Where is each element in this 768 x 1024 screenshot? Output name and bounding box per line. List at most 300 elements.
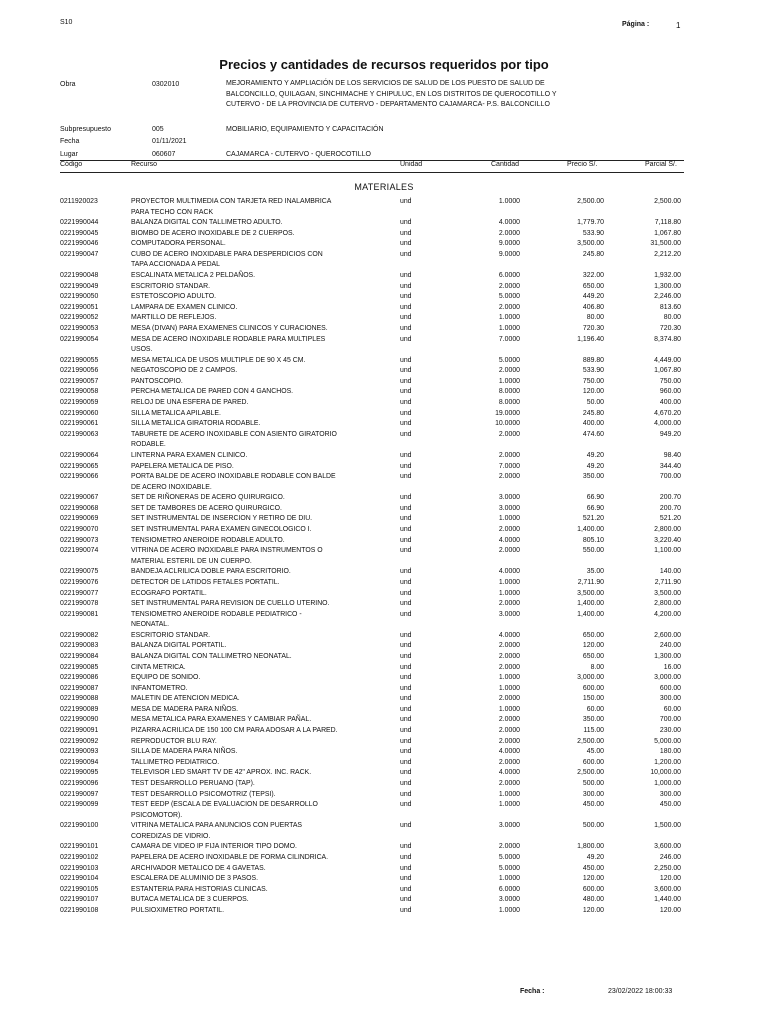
row-unit: und <box>400 737 412 745</box>
row-resource: PROYECTOR MULTIMEDIA CON TARJETA RED INALAMBRICA <box>131 198 332 205</box>
fecha-label: Fecha <box>60 138 80 145</box>
row-price: 650.00 <box>582 631 604 639</box>
row-resource: MALETIN DE ATENCION MEDICA. <box>131 695 240 703</box>
row-code: 0221990057 <box>60 377 99 385</box>
row-unit: und <box>400 779 412 787</box>
row-resource: BALANZA DIGITAL PORTATIL. <box>131 642 227 650</box>
table-row <box>0 853 768 863</box>
row-price: 3,000.00 <box>577 674 604 682</box>
row-quantity: 19.0000 <box>495 409 520 417</box>
row-price: 600.00 <box>582 758 604 766</box>
row-partial: 450.00 <box>659 801 681 809</box>
row-partial: 3,500.00 <box>654 589 681 597</box>
table-row <box>0 790 768 800</box>
row-price: 805.10 <box>582 536 604 544</box>
row-quantity: 3.0000 <box>498 504 520 512</box>
row-partial: 344.40 <box>659 462 681 470</box>
row-price: 450.00 <box>582 801 604 809</box>
row-quantity: 3.0000 <box>498 494 520 502</box>
table-row <box>0 451 768 461</box>
row-partial: 98.40 <box>663 451 681 459</box>
row-unit: und <box>400 515 412 523</box>
table-row <box>0 504 768 514</box>
row-code: 0221990088 <box>60 695 99 703</box>
row-partial: 521.20 <box>659 515 681 523</box>
row-code: 0221990051 <box>60 303 99 311</box>
table-row <box>0 663 768 673</box>
row-partial: 200.70 <box>659 494 681 502</box>
row-quantity: 5.0000 <box>498 854 520 861</box>
row-quantity: 1.0000 <box>498 674 520 682</box>
row-quantity: 4.0000 <box>498 219 520 227</box>
table-row <box>0 525 768 535</box>
row-price: 406.80 <box>582 303 604 311</box>
table-row <box>0 387 768 397</box>
row-partial: 120.00 <box>659 906 681 914</box>
row-partial: 1,300.00 <box>654 652 681 660</box>
row-unit: und <box>400 219 412 227</box>
row-quantity: 3.0000 <box>498 822 520 830</box>
row-partial: 1,932.00 <box>654 272 681 280</box>
row-unit: und <box>400 610 412 618</box>
row-unit: und <box>400 705 412 713</box>
row-partial: 4,670.20 <box>654 409 681 417</box>
row-code: 0221990102 <box>60 854 99 861</box>
row-resource: CAMARA DE VIDEO IP FIJA INTERIOR TIPO DOMO. <box>131 843 297 851</box>
table-row <box>0 758 768 768</box>
row-resource: TELEVISOR LED SMART TV DE 42" APROX. INC. RACK. <box>131 769 312 777</box>
row-unit: und <box>400 568 412 576</box>
row-code: 0221990101 <box>60 843 99 851</box>
row-code: 0221990083 <box>60 642 99 650</box>
row-quantity: 2.0000 <box>498 695 520 703</box>
row-price: 3,500.00 <box>577 240 604 248</box>
row-resource: SET INSTRUMENTAL PARA REVISION DE CUELLO UTERINO. <box>131 600 330 607</box>
row-code: 0221990073 <box>60 536 99 544</box>
row-code: 0221990055 <box>60 356 99 364</box>
row-price: 474.60 <box>582 430 604 438</box>
row-price: 889.80 <box>582 356 604 364</box>
row-partial: 60.00 <box>663 705 681 713</box>
row-code: 0221990089 <box>60 705 99 713</box>
row-resource: LINTERNA PARA EXAMEN CLINICO. <box>131 451 248 459</box>
row-code: 0221990096 <box>60 779 99 787</box>
row-resource-continued: MATERIAL ESTERIL DE UN CUERPO. <box>131 557 252 565</box>
row-resource: INFANTOMETRO. <box>131 684 188 692</box>
row-partial: 4,449.00 <box>654 356 681 364</box>
row-quantity: 2.0000 <box>498 473 520 481</box>
row-unit: und <box>400 198 412 205</box>
row-partial: 750.00 <box>659 377 681 385</box>
row-resource: SILLA DE MADERA PARA NIÑOS. <box>131 748 238 756</box>
row-unit: und <box>400 547 412 555</box>
row-resource: VITRINA METALICA PARA ANUNCIOS CON PUERTAS <box>131 822 303 830</box>
row-price: 650.00 <box>582 652 604 660</box>
row-partial: 2,711.90 <box>654 578 681 586</box>
row-price: 500.00 <box>582 822 604 830</box>
row-resource: CUBO DE ACERO INOXIDABLE PARA DESPERDICIOS CON <box>131 250 323 258</box>
row-resource: BALANZA DIGITAL CON TALLIMETRO ADULTO. <box>131 219 283 227</box>
row-partial: 300.00 <box>659 790 681 798</box>
row-code: 0221990097 <box>60 790 99 798</box>
table-row <box>0 768 768 778</box>
row-code: 0221990091 <box>60 727 99 734</box>
row-resource: TEST DESARROLLO PERUANO (TAP). <box>131 779 255 787</box>
lugar-label: Lugar <box>60 151 78 158</box>
row-quantity: 2.0000 <box>498 779 520 787</box>
table-row <box>0 895 768 905</box>
row-resource: VITRINA DE ACERO INOXIDABLE PARA INSTRUMENTOS O <box>131 547 323 555</box>
row-partial: 246.00 <box>659 854 681 861</box>
table-row <box>0 673 768 683</box>
row-price: 8.00 <box>590 663 604 671</box>
table-row <box>0 567 768 577</box>
row-code: 0221990045 <box>60 229 99 237</box>
row-price: 1,400.00 <box>577 600 604 607</box>
row-partial: 4,000.00 <box>654 420 681 428</box>
row-partial: 3,000.00 <box>654 674 681 682</box>
column-price: Precio S/. <box>567 161 598 168</box>
row-quantity: 2.0000 <box>498 843 520 851</box>
table-row <box>0 229 768 239</box>
row-quantity: 2.0000 <box>498 526 520 533</box>
row-unit: und <box>400 790 412 798</box>
table-row <box>0 578 768 588</box>
row-code: 0221990054 <box>60 335 99 343</box>
row-partial: 3,600.00 <box>654 885 681 893</box>
row-partial: 180.00 <box>659 748 681 756</box>
row-code: 0221990108 <box>60 906 99 914</box>
table-row <box>0 292 768 302</box>
row-unit: und <box>400 314 412 322</box>
section-title: MATERIALES <box>354 182 414 192</box>
row-resource: ESTANTERIA PARA HISTORIAS CLINICAS. <box>131 885 268 893</box>
row-quantity: 2.0000 <box>498 282 520 290</box>
row-resource: MESA METALICA PARA EXAMENES Y CAMBIAR PAÑAL. <box>131 716 312 724</box>
table-row <box>0 779 768 789</box>
table-row <box>0 356 768 366</box>
table-row <box>0 631 768 641</box>
row-price: 300.00 <box>582 790 604 798</box>
row-resource: SILLA METALICA APILABLE. <box>131 409 221 417</box>
row-unit: und <box>400 642 412 650</box>
row-resource: BIOMBO DE ACERO INOXIDABLE DE 2 CUERPOS. <box>131 229 295 237</box>
row-quantity: 2.0000 <box>498 451 520 459</box>
row-code: 0221990065 <box>60 462 99 470</box>
row-quantity: 2.0000 <box>498 600 520 607</box>
table-row <box>0 641 768 651</box>
row-code: 0221990107 <box>60 896 99 904</box>
row-resource: BANDEJA ACLRILICA DOBLE PARA ESCRITORIO. <box>131 568 291 576</box>
row-unit: und <box>400 451 412 459</box>
lugar-code: 060607 <box>152 151 176 158</box>
lugar-description: CAJAMARCA - CUTERVO - QUEROCOTILLO <box>226 151 371 158</box>
row-code: 0221990075 <box>60 568 99 576</box>
report-code: S10 <box>60 19 73 26</box>
row-code: 0221990059 <box>60 399 99 406</box>
table-row <box>0 239 768 249</box>
row-unit: und <box>400 420 412 428</box>
row-resource-continued: NEONATAL. <box>131 621 170 629</box>
column-unit: Unidad <box>400 161 423 168</box>
row-price: 120.00 <box>582 642 604 650</box>
row-partial: 1,067.80 <box>654 367 681 375</box>
row-price: 66.90 <box>586 494 604 502</box>
table-row <box>0 821 768 840</box>
row-resource: COMPUTADORA PERSONAL. <box>131 240 226 248</box>
row-unit: und <box>400 663 412 671</box>
row-price: 350.00 <box>582 716 604 724</box>
row-price: 80.00 <box>586 314 604 322</box>
row-partial: 31,500.00 <box>650 240 681 248</box>
row-quantity: 4.0000 <box>498 536 520 544</box>
row-unit: und <box>400 293 412 301</box>
subpresupuesto-label: Subpresupuesto <box>60 126 111 133</box>
row-unit: und <box>400 494 412 502</box>
row-price: 1,400.00 <box>577 526 604 533</box>
page-number: 1 <box>676 21 681 30</box>
row-partial: 813.60 <box>659 303 681 311</box>
row-resource: TEST EEDP (ESCALA DE EVALUACION DE DESARROLLO <box>131 801 318 809</box>
table-row <box>0 715 768 725</box>
row-partial: 2,500.00 <box>654 198 681 205</box>
row-quantity: 1.0000 <box>498 578 520 586</box>
row-quantity: 3.0000 <box>498 896 520 904</box>
row-quantity: 10.0000 <box>495 420 520 428</box>
row-resource: EQUIPO DE SONIDO. <box>131 674 201 682</box>
row-quantity: 1.0000 <box>498 377 520 385</box>
row-price: 449.20 <box>582 293 604 301</box>
row-unit: und <box>400 536 412 544</box>
row-partial: 230.00 <box>659 727 681 734</box>
row-unit: und <box>400 695 412 703</box>
row-price: 400.00 <box>582 420 604 428</box>
row-price: 1,196.40 <box>577 335 604 343</box>
row-price: 1,800.00 <box>577 843 604 851</box>
row-quantity: 2.0000 <box>498 663 520 671</box>
row-resource: TEST DESARROLLO PSICOMOTRIZ (TEPSI). <box>131 790 276 798</box>
row-partial: 7,118.80 <box>654 219 681 227</box>
row-quantity: 1.0000 <box>498 801 520 809</box>
row-resource: PORTA BALDE DE ACERO INOXIDABLE RODABLE CON BALDE <box>131 473 336 481</box>
row-partial: 3,220.40 <box>654 536 681 544</box>
obra-description: MEJORAMIENTO Y AMPLIACIÓN DE LOS SERVICIOS DE SALUD DE LOS PUESTO DE SALUD DE BALCONCILLO, QUILAGAN, SINCHIMACHE Y CHIPULUC, EN LOS DISTRITOS DE QUEROCOTILLO Y CUTERVO - DE LA PROVINCIA DE CUTERVO - DEPARTAMENTO CAJAMARCA- P.S. BALCONCILLO <box>226 80 557 109</box>
row-price: 115.00 <box>583 727 604 734</box>
row-partial: 240.00 <box>659 642 681 650</box>
row-price: 350.00 <box>582 473 604 481</box>
subpresupuesto-code: 005 <box>152 126 164 133</box>
table-row <box>0 366 768 376</box>
row-unit: und <box>400 367 412 375</box>
row-resource: REPRODUCTOR BLU RAY. <box>131 737 217 745</box>
table-row <box>0 694 768 704</box>
row-code: 0221990103 <box>60 864 99 872</box>
row-resource: TABURETE DE ACERO INOXIDABLE CON ASIENTO GIRATORIO <box>131 430 337 438</box>
row-resource: MESA METALICA DE USOS MULTIPLE DE 90 X 45 CM. <box>131 356 306 364</box>
row-resource: SILLA METALICA GIRATORIA RODABLE. <box>131 420 261 428</box>
row-unit: und <box>400 801 412 809</box>
table-row <box>0 546 768 565</box>
row-resource: TENSIOMETRO ANEROIDE RODABLE PEDIATRICO - <box>131 610 302 618</box>
row-partial: 2,600.00 <box>654 631 681 639</box>
table-row <box>0 906 768 916</box>
row-code: 0221990063 <box>60 430 99 438</box>
row-partial: 80.00 <box>663 314 681 322</box>
row-unit: und <box>400 388 412 396</box>
row-quantity: 2.0000 <box>498 430 520 438</box>
table-row <box>0 324 768 334</box>
row-unit: und <box>400 652 412 660</box>
page-label: Página : <box>622 21 650 28</box>
row-unit: und <box>400 473 412 481</box>
row-unit: und <box>400 906 412 914</box>
row-unit: und <box>400 325 412 332</box>
row-quantity: 1.0000 <box>498 589 520 597</box>
row-resource: PAPELERA METALICA DE PISO. <box>131 462 234 470</box>
row-quantity: 2.0000 <box>498 367 520 375</box>
row-price: 60.00 <box>586 705 604 713</box>
obra-code: 0302010 <box>152 81 180 88</box>
row-quantity: 4.0000 <box>498 769 520 777</box>
row-code: 0221990046 <box>60 240 99 248</box>
row-code: 0221990095 <box>60 769 99 777</box>
row-quantity: 2.0000 <box>498 229 520 237</box>
row-price: 2,711.90 <box>577 578 604 586</box>
row-price: 49.20 <box>586 462 604 470</box>
row-quantity: 4.0000 <box>498 568 520 576</box>
row-quantity: 2.0000 <box>498 642 520 650</box>
row-code: 0221990090 <box>60 716 99 724</box>
row-unit: und <box>400 462 412 470</box>
row-partial: 700.00 <box>659 716 681 724</box>
row-unit: und <box>400 758 412 766</box>
page-title: Precios y cantidades de recursos requeridos por tipo <box>219 57 549 72</box>
row-price: 45.00 <box>586 748 604 756</box>
row-resource: ARCHIVADOR METALICO DE 4 GAVETAS. <box>131 864 266 872</box>
row-unit: und <box>400 282 412 290</box>
footer-fecha-label: Fecha : <box>520 988 545 995</box>
row-price: 480.00 <box>582 896 604 904</box>
row-price: 49.20 <box>586 854 604 861</box>
row-unit: und <box>400 864 412 872</box>
row-unit: und <box>400 578 412 586</box>
row-quantity: 2.0000 <box>498 737 520 745</box>
row-code: 0221990067 <box>60 494 99 502</box>
row-resource-continued: PARA TECHO CON RACK <box>131 208 214 216</box>
row-resource: PANTOSCOPIO. <box>131 377 183 385</box>
row-price: 550.00 <box>582 547 604 555</box>
row-quantity: 2.0000 <box>498 547 520 555</box>
row-price: 1,400.00 <box>577 610 604 618</box>
row-unit: und <box>400 748 412 756</box>
row-code: 0221990093 <box>60 748 99 756</box>
row-resource: BUTACA METALICA DE 3 CUERPOS. <box>131 896 249 904</box>
row-unit: und <box>400 303 412 311</box>
table-row <box>0 419 768 429</box>
row-partial: 1,300.00 <box>654 282 681 290</box>
row-resource: MESA (DIVAN) PARA EXAMENES CLINICOS Y CURACIONES. <box>131 325 328 332</box>
row-code: 0221990070 <box>60 526 99 533</box>
row-unit: und <box>400 526 412 533</box>
row-quantity: 6.0000 <box>498 885 520 893</box>
row-price: 750.00 <box>582 377 604 385</box>
row-price: 600.00 <box>582 885 604 893</box>
row-code: 0221990056 <box>60 367 99 375</box>
row-quantity: 2.0000 <box>498 716 520 724</box>
table-row <box>0 800 768 819</box>
row-partial: 300.00 <box>659 695 681 703</box>
row-unit: und <box>400 229 412 237</box>
table-row <box>0 303 768 313</box>
row-code: 0221990066 <box>60 473 99 481</box>
row-price: 35.00 <box>586 568 604 576</box>
column-quantity: Cantidad <box>491 161 520 168</box>
table-row <box>0 536 768 546</box>
row-resource: SET DE RIÑONERAS DE ACERO QUIRURGICO. <box>131 494 285 502</box>
table-row <box>0 589 768 599</box>
row-resource: PULSIOXIMETRO PORTATIL. <box>131 906 225 914</box>
row-unit: und <box>400 377 412 385</box>
row-code: 0221990074 <box>60 547 99 555</box>
row-code: 0221990058 <box>60 388 99 396</box>
row-unit: und <box>400 896 412 904</box>
row-quantity: 5.0000 <box>498 864 520 872</box>
row-quantity: 1.0000 <box>498 790 520 798</box>
row-quantity: 1.0000 <box>498 906 520 914</box>
row-quantity: 4.0000 <box>498 748 520 756</box>
row-quantity: 8.0000 <box>498 399 520 406</box>
row-quantity: 1.0000 <box>498 705 520 713</box>
subpresupuesto-description: MOBILIARIO, EQUIPAMIENTO Y CAPACITACIÓN <box>226 126 384 133</box>
row-resource: SET INSTRUMENTAL DE INSERCION Y RETIRO DE DIU. <box>131 515 313 523</box>
row-partial: 2,800.00 <box>654 526 681 533</box>
row-partial: 3,600.00 <box>654 843 681 851</box>
row-unit: und <box>400 727 412 734</box>
row-price: 533.90 <box>582 367 604 375</box>
row-resource: DETECTOR DE LATIDOS FETALES PORTATIL. <box>131 578 280 586</box>
row-price: 66.90 <box>586 504 604 512</box>
row-price: 120.00 <box>582 388 604 396</box>
row-unit: und <box>400 430 412 438</box>
row-partial: 2,246.00 <box>654 293 681 301</box>
row-price: 521.20 <box>582 515 604 523</box>
row-partial: 140.00 <box>659 568 681 576</box>
row-partial: 720.30 <box>659 325 681 332</box>
row-unit: und <box>400 769 412 777</box>
row-code: 0221990049 <box>60 282 99 290</box>
row-unit: und <box>400 631 412 639</box>
row-quantity: 8.0000 <box>498 388 520 396</box>
row-quantity: 6.0000 <box>498 272 520 280</box>
table-row <box>0 430 768 449</box>
table-row <box>0 271 768 281</box>
row-partial: 5,000.00 <box>654 737 681 745</box>
row-partial: 600.00 <box>659 684 681 692</box>
row-unit: und <box>400 716 412 724</box>
row-price: 322.00 <box>582 272 604 280</box>
row-partial: 4,200.00 <box>654 610 681 618</box>
row-code: 0221990048 <box>60 272 99 280</box>
table-row <box>0 599 768 609</box>
row-partial: 10,000.00 <box>650 769 681 777</box>
column-resource: Recurso <box>131 161 158 168</box>
table-row <box>0 282 768 292</box>
row-code: 0221990078 <box>60 600 99 607</box>
row-code: 0221990087 <box>60 684 99 692</box>
row-code: 0221990060 <box>60 409 99 417</box>
row-unit: und <box>400 250 412 258</box>
table-row <box>0 218 768 228</box>
